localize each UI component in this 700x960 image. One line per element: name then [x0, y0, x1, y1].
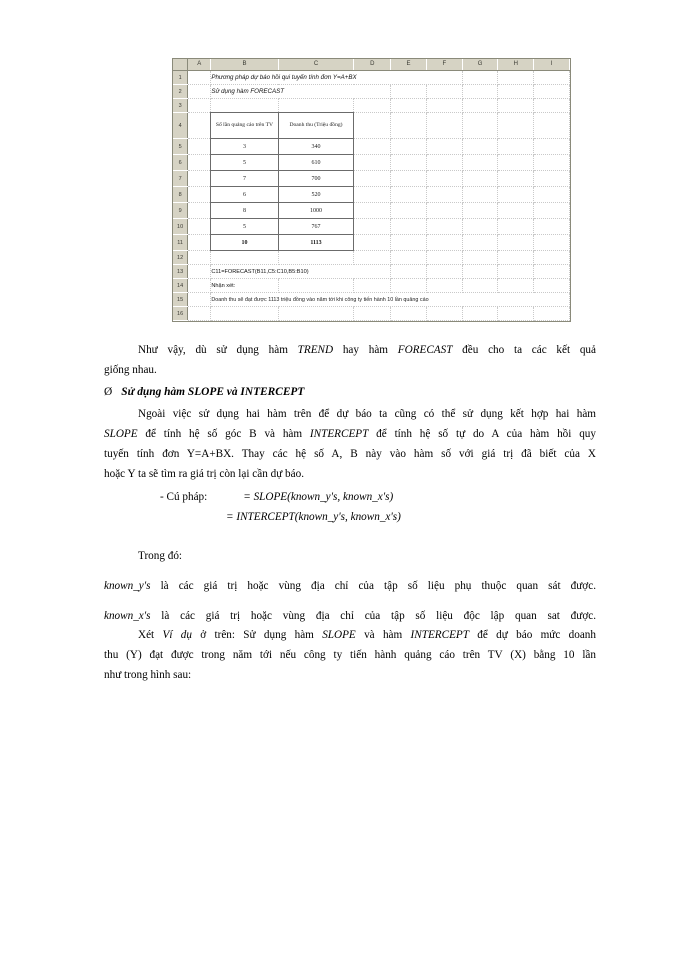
cell-h10[interactable]: [498, 219, 534, 235]
cell-g13[interactable]: [462, 265, 498, 279]
cell-b13-formula[interactable]: C11=FORECAST(B11,C5:C10,B5:B10): [211, 265, 391, 279]
cell-f7[interactable]: [426, 171, 462, 187]
sheet-row-12: [173, 251, 570, 265]
sheet-row-3: [173, 99, 570, 113]
cell-a16[interactable]: [188, 307, 211, 321]
cell-h4[interactable]: [498, 113, 534, 139]
cell-a9[interactable]: [188, 203, 211, 219]
cell-f5[interactable]: [426, 139, 462, 155]
text-run: ở trên: Sử dụng hàm: [191, 629, 323, 641]
cell-d4[interactable]: [354, 113, 391, 139]
select-all-corner[interactable]: [173, 59, 188, 71]
row-header-15[interactable]: 15: [173, 293, 188, 307]
wingding-arrow-icon: Ø: [104, 386, 113, 398]
cell-f14[interactable]: [426, 279, 462, 293]
syntax-slope: = SLOPE(known_y's, known_x's): [243, 491, 394, 503]
definitions-block: [104, 546, 596, 626]
cell-e9[interactable]: [391, 203, 427, 219]
syntax-label: - Cú pháp:: [160, 491, 208, 503]
definition-known-xs: [104, 606, 596, 626]
cell-a13[interactable]: [188, 265, 211, 279]
cell-b9[interactable]: 8: [211, 203, 278, 219]
sheet-row-11: [173, 235, 570, 251]
cell-b15-note-text[interactable]: Doanh thu sẽ đạt được 1113 triệu đồng vào năm tới khi công ty tiến hành 10 lần quảng cáo: [211, 293, 570, 307]
section-heading-slope-intercept: [104, 382, 596, 402]
sheet-row-6: [173, 155, 570, 171]
cell-a10[interactable]: [188, 219, 211, 235]
cell-a7[interactable]: [188, 171, 211, 187]
cell-i11[interactable]: [534, 235, 570, 251]
cell-d10[interactable]: [354, 219, 391, 235]
cell-i10[interactable]: [534, 219, 570, 235]
cell-h5[interactable]: [498, 139, 534, 155]
row-header-11[interactable]: 11: [173, 235, 188, 251]
cell-h9[interactable]: [498, 203, 534, 219]
cell-e6[interactable]: [391, 155, 427, 171]
paragraph-line: tuyến tính đơn Y=A+BX. Thay các hệ số A, B này vào hàm số với giá trị đã biết của X: [104, 448, 596, 460]
sheet-row-9: [173, 203, 570, 219]
row-header-1[interactable]: 1: [173, 71, 188, 85]
sheet-row-8: [173, 187, 570, 203]
cell-b16[interactable]: [211, 307, 278, 321]
paragraph-line: Ngoài việc sử dụng hai hàm trên để dự báo ta cũng có thể sử dụng kết hợp hai hàm: [138, 408, 596, 420]
cell-a5[interactable]: [188, 139, 211, 155]
cell-g11[interactable]: [462, 235, 498, 251]
paragraph-line: [104, 424, 596, 444]
cell-a15[interactable]: [188, 293, 211, 307]
cell-i1[interactable]: [534, 71, 570, 85]
row-header-14[interactable]: 14: [173, 279, 188, 293]
column-header-i[interactable]: I: [534, 59, 570, 71]
cell-b14-note-label[interactable]: Nhận xét:: [211, 279, 278, 293]
paragraph-line: [104, 625, 596, 645]
cell-g1[interactable]: [462, 71, 498, 85]
cell-i7[interactable]: [534, 171, 570, 187]
cell-b5[interactable]: 3: [211, 139, 278, 155]
cell-h7[interactable]: [498, 171, 534, 187]
cell-f9[interactable]: [426, 203, 462, 219]
row-header-8[interactable]: 8: [173, 187, 188, 203]
sheet-row-5: [173, 139, 570, 155]
cell-c9[interactable]: 1000: [278, 203, 354, 219]
cell-a14[interactable]: [188, 279, 211, 293]
column-header-f[interactable]: F: [426, 59, 462, 71]
cell-g7[interactable]: [462, 171, 498, 187]
cell-h12[interactable]: [498, 251, 534, 265]
paragraph-line: giống nhau.: [104, 364, 157, 376]
cell-c10[interactable]: 767: [278, 219, 354, 235]
cell-d5[interactable]: [354, 139, 391, 155]
cell-f2[interactable]: [426, 85, 462, 99]
paragraph-line: thu (Y) đạt được trong năm tới nếu công ty tiến hành quảng cáo trên TV (X) bằng 10 lần: [104, 649, 596, 661]
cell-e2[interactable]: [391, 85, 427, 99]
spreadsheet-grid: [173, 59, 570, 321]
function-name-slope: SLOPE: [322, 629, 356, 641]
cell-g4[interactable]: [462, 113, 498, 139]
cell-c7[interactable]: 700: [278, 171, 354, 187]
cell-e7[interactable]: [391, 171, 427, 187]
cell-b11[interactable]: 10: [211, 235, 278, 251]
paragraph-conclusion-trend-forecast: [104, 340, 596, 380]
term-known-xs: known_x's: [104, 610, 151, 622]
cell-e5[interactable]: [391, 139, 427, 155]
cell-g3[interactable]: [462, 99, 498, 113]
cell-h3[interactable]: [498, 99, 534, 113]
column-header-h[interactable]: H: [498, 59, 534, 71]
cell-h1[interactable]: [498, 71, 534, 85]
sheet-row-4: [173, 113, 570, 139]
cell-e10[interactable]: [391, 219, 427, 235]
cell-f6[interactable]: [426, 155, 462, 171]
cell-h13[interactable]: [498, 265, 534, 279]
sheet-row-2: [173, 85, 570, 99]
cell-b4-header-x[interactable]: Số lần quảng cáo trên TV: [211, 113, 278, 139]
syntax-intercept: = INTERCEPT(known_y's, known_x's): [226, 511, 401, 523]
cell-e12[interactable]: [391, 251, 427, 265]
row-header-12[interactable]: 12: [173, 251, 188, 265]
text-run: để tính hệ số góc B và hàm: [137, 428, 310, 440]
cell-f11[interactable]: [426, 235, 462, 251]
row-header-6[interactable]: 6: [173, 155, 188, 171]
cell-a2[interactable]: [188, 85, 211, 99]
text-run: hay hàm: [333, 344, 398, 356]
cell-a12[interactable]: [188, 251, 211, 265]
column-header-e[interactable]: E: [391, 59, 427, 71]
paragraph-line: [104, 340, 596, 360]
row-header-9[interactable]: 9: [173, 203, 188, 219]
cell-c6[interactable]: 610: [278, 155, 354, 171]
cell-a1[interactable]: [188, 71, 211, 85]
cell-b10[interactable]: 5: [211, 219, 278, 235]
function-name-trend: TREND: [297, 344, 334, 356]
cell-g14[interactable]: [462, 279, 498, 293]
text-run: Như vậy, dù sử dụng hàm: [138, 344, 298, 356]
cell-c14[interactable]: [278, 279, 354, 293]
row-header-7[interactable]: 7: [173, 171, 188, 187]
cell-h14[interactable]: [498, 279, 534, 293]
cell-i8[interactable]: [534, 187, 570, 203]
cell-i9[interactable]: [534, 203, 570, 219]
function-name-intercept: INTERCEPT: [309, 428, 369, 440]
cell-f16[interactable]: [426, 307, 462, 321]
cell-g12[interactable]: [462, 251, 498, 265]
cell-i13[interactable]: [534, 265, 570, 279]
column-header-g[interactable]: G: [462, 59, 498, 71]
cell-g16[interactable]: [462, 307, 498, 321]
cell-c12[interactable]: [278, 251, 354, 265]
cell-b12[interactable]: [211, 251, 278, 265]
cell-b7[interactable]: 7: [211, 171, 278, 187]
syntax-block: [104, 487, 596, 527]
text-run: là các giá trị hoặc vùng địa chỉ của tập số liệu phụ thuộc quan sát được.: [150, 580, 596, 592]
row-header-5[interactable]: 5: [173, 139, 188, 155]
cell-a4[interactable]: [188, 113, 211, 139]
cell-g10[interactable]: [462, 219, 498, 235]
text-run: để dự báo mức doanh: [468, 629, 596, 641]
cell-d7[interactable]: [354, 171, 391, 187]
cell-f12[interactable]: [426, 251, 462, 265]
definition-known-ys: [104, 576, 596, 596]
text-run: và hàm: [355, 629, 411, 641]
cell-d8[interactable]: [354, 187, 391, 203]
cell-g8[interactable]: [462, 187, 498, 203]
cell-a8[interactable]: [188, 187, 211, 203]
row-header-4[interactable]: 4: [173, 113, 188, 139]
row-header-13[interactable]: 13: [173, 265, 188, 279]
text-run: đều cho ta các kết quả: [452, 344, 596, 356]
spreadsheet-screenshot: [172, 58, 571, 322]
column-header-d[interactable]: D: [354, 59, 391, 71]
cell-d6[interactable]: [354, 155, 391, 171]
cell-i6[interactable]: [534, 155, 570, 171]
cell-a3[interactable]: [188, 99, 211, 113]
cell-f3[interactable]: [426, 99, 462, 113]
cell-c16[interactable]: [278, 307, 354, 321]
cell-i12[interactable]: [534, 251, 570, 265]
function-name-intercept: INTERCEPT: [410, 629, 469, 641]
cell-e3[interactable]: [391, 99, 427, 113]
column-header-a[interactable]: A: [188, 59, 211, 71]
sheet-row-7: [173, 171, 570, 187]
cell-i2[interactable]: [534, 85, 570, 99]
paragraph-example-intro: [104, 625, 596, 685]
cell-g9[interactable]: [462, 203, 498, 219]
cell-e8[interactable]: [391, 187, 427, 203]
sheet-row-13: [173, 265, 570, 279]
cell-g6[interactable]: [462, 155, 498, 171]
cell-b6[interactable]: 5: [211, 155, 278, 171]
cell-h16[interactable]: [498, 307, 534, 321]
row-header-10[interactable]: 10: [173, 219, 188, 235]
paragraph-line: như trong hình sau:: [104, 669, 192, 681]
cell-h11[interactable]: [498, 235, 534, 251]
cell-d14[interactable]: [354, 279, 391, 293]
sheet-row-16: [173, 307, 570, 321]
sheet-row-1: [173, 71, 570, 85]
column-header-c[interactable]: C: [278, 59, 354, 71]
cell-d12[interactable]: [354, 251, 391, 265]
text-run: là các giá trị hoặc vùng địa chỉ của tập số liệu độc lập quan sat được.: [150, 610, 596, 622]
cell-c4-header-y[interactable]: Doanh thu (Triệu đồng): [278, 113, 354, 139]
cell-b1-title[interactable]: Phương pháp dự báo hồi qui tuyến tính đơn Y=A+BX: [211, 71, 462, 85]
row-header-3[interactable]: 3: [173, 99, 188, 113]
cell-i4[interactable]: [534, 113, 570, 139]
cell-b8[interactable]: 6: [211, 187, 278, 203]
row-header-16[interactable]: 16: [173, 307, 188, 321]
cell-f10[interactable]: [426, 219, 462, 235]
function-name-slope: SLOPE: [104, 428, 138, 440]
heading-row: [104, 382, 596, 402]
syntax-row-intercept: [104, 507, 596, 527]
sheet-row-10: [173, 219, 570, 235]
sheet-row-14: [173, 279, 570, 293]
heading-label: Sử dụng hàm SLOPE và INTERCEPT: [121, 386, 305, 398]
trong-do-label: Trong đó:: [138, 550, 183, 562]
cell-d9[interactable]: [354, 203, 391, 219]
function-name-forecast: FORECAST: [397, 344, 453, 356]
cell-h2[interactable]: [498, 85, 534, 99]
cell-i16[interactable]: [534, 307, 570, 321]
cell-a6[interactable]: [188, 155, 211, 171]
cell-d16[interactable]: [354, 307, 391, 321]
cell-g2[interactable]: [462, 85, 498, 99]
cell-e13[interactable]: [391, 265, 427, 279]
term-known-ys: known_y's: [104, 580, 151, 592]
cell-a11[interactable]: [188, 235, 211, 251]
cell-e11[interactable]: [391, 235, 427, 251]
cell-b2-subtitle[interactable]: Sử dụng hàm FORECAST: [211, 85, 391, 99]
cell-b3[interactable]: [211, 99, 278, 113]
cell-e16[interactable]: [391, 307, 427, 321]
text-run: để tính hệ số tự do A của hàm hồi quy: [368, 428, 596, 440]
column-header-b[interactable]: B: [211, 59, 278, 71]
cell-c5[interactable]: 340: [278, 139, 354, 155]
cell-e4[interactable]: [391, 113, 427, 139]
row-header-2[interactable]: 2: [173, 85, 188, 99]
cell-g5[interactable]: [462, 139, 498, 155]
paragraph-slope-intercept-explanation: [104, 404, 596, 484]
sheet-row-15: [173, 293, 570, 307]
column-header-row: [173, 59, 570, 71]
cell-h8[interactable]: [498, 187, 534, 203]
cell-h6[interactable]: [498, 155, 534, 171]
cell-i5[interactable]: [534, 139, 570, 155]
cell-i14[interactable]: [534, 279, 570, 293]
term-vi-du: Ví dụ: [162, 629, 192, 641]
cell-e14[interactable]: [391, 279, 427, 293]
cell-f8[interactable]: [426, 187, 462, 203]
paragraph-line: hoặc Y ta sẽ tìm ra giá trị còn lại cần dự báo.: [104, 468, 305, 480]
cell-d11[interactable]: [354, 235, 391, 251]
text-run: Xét: [138, 629, 163, 641]
cell-d3[interactable]: [354, 99, 391, 113]
syntax-row-slope: [104, 487, 596, 507]
cell-c8[interactable]: 520: [278, 187, 354, 203]
cell-i3[interactable]: [534, 99, 570, 113]
cell-f13[interactable]: [426, 265, 462, 279]
cell-c3[interactable]: [278, 99, 354, 113]
cell-c11-forecast-result[interactable]: 1113: [278, 235, 354, 251]
cell-f4[interactable]: [426, 113, 462, 139]
